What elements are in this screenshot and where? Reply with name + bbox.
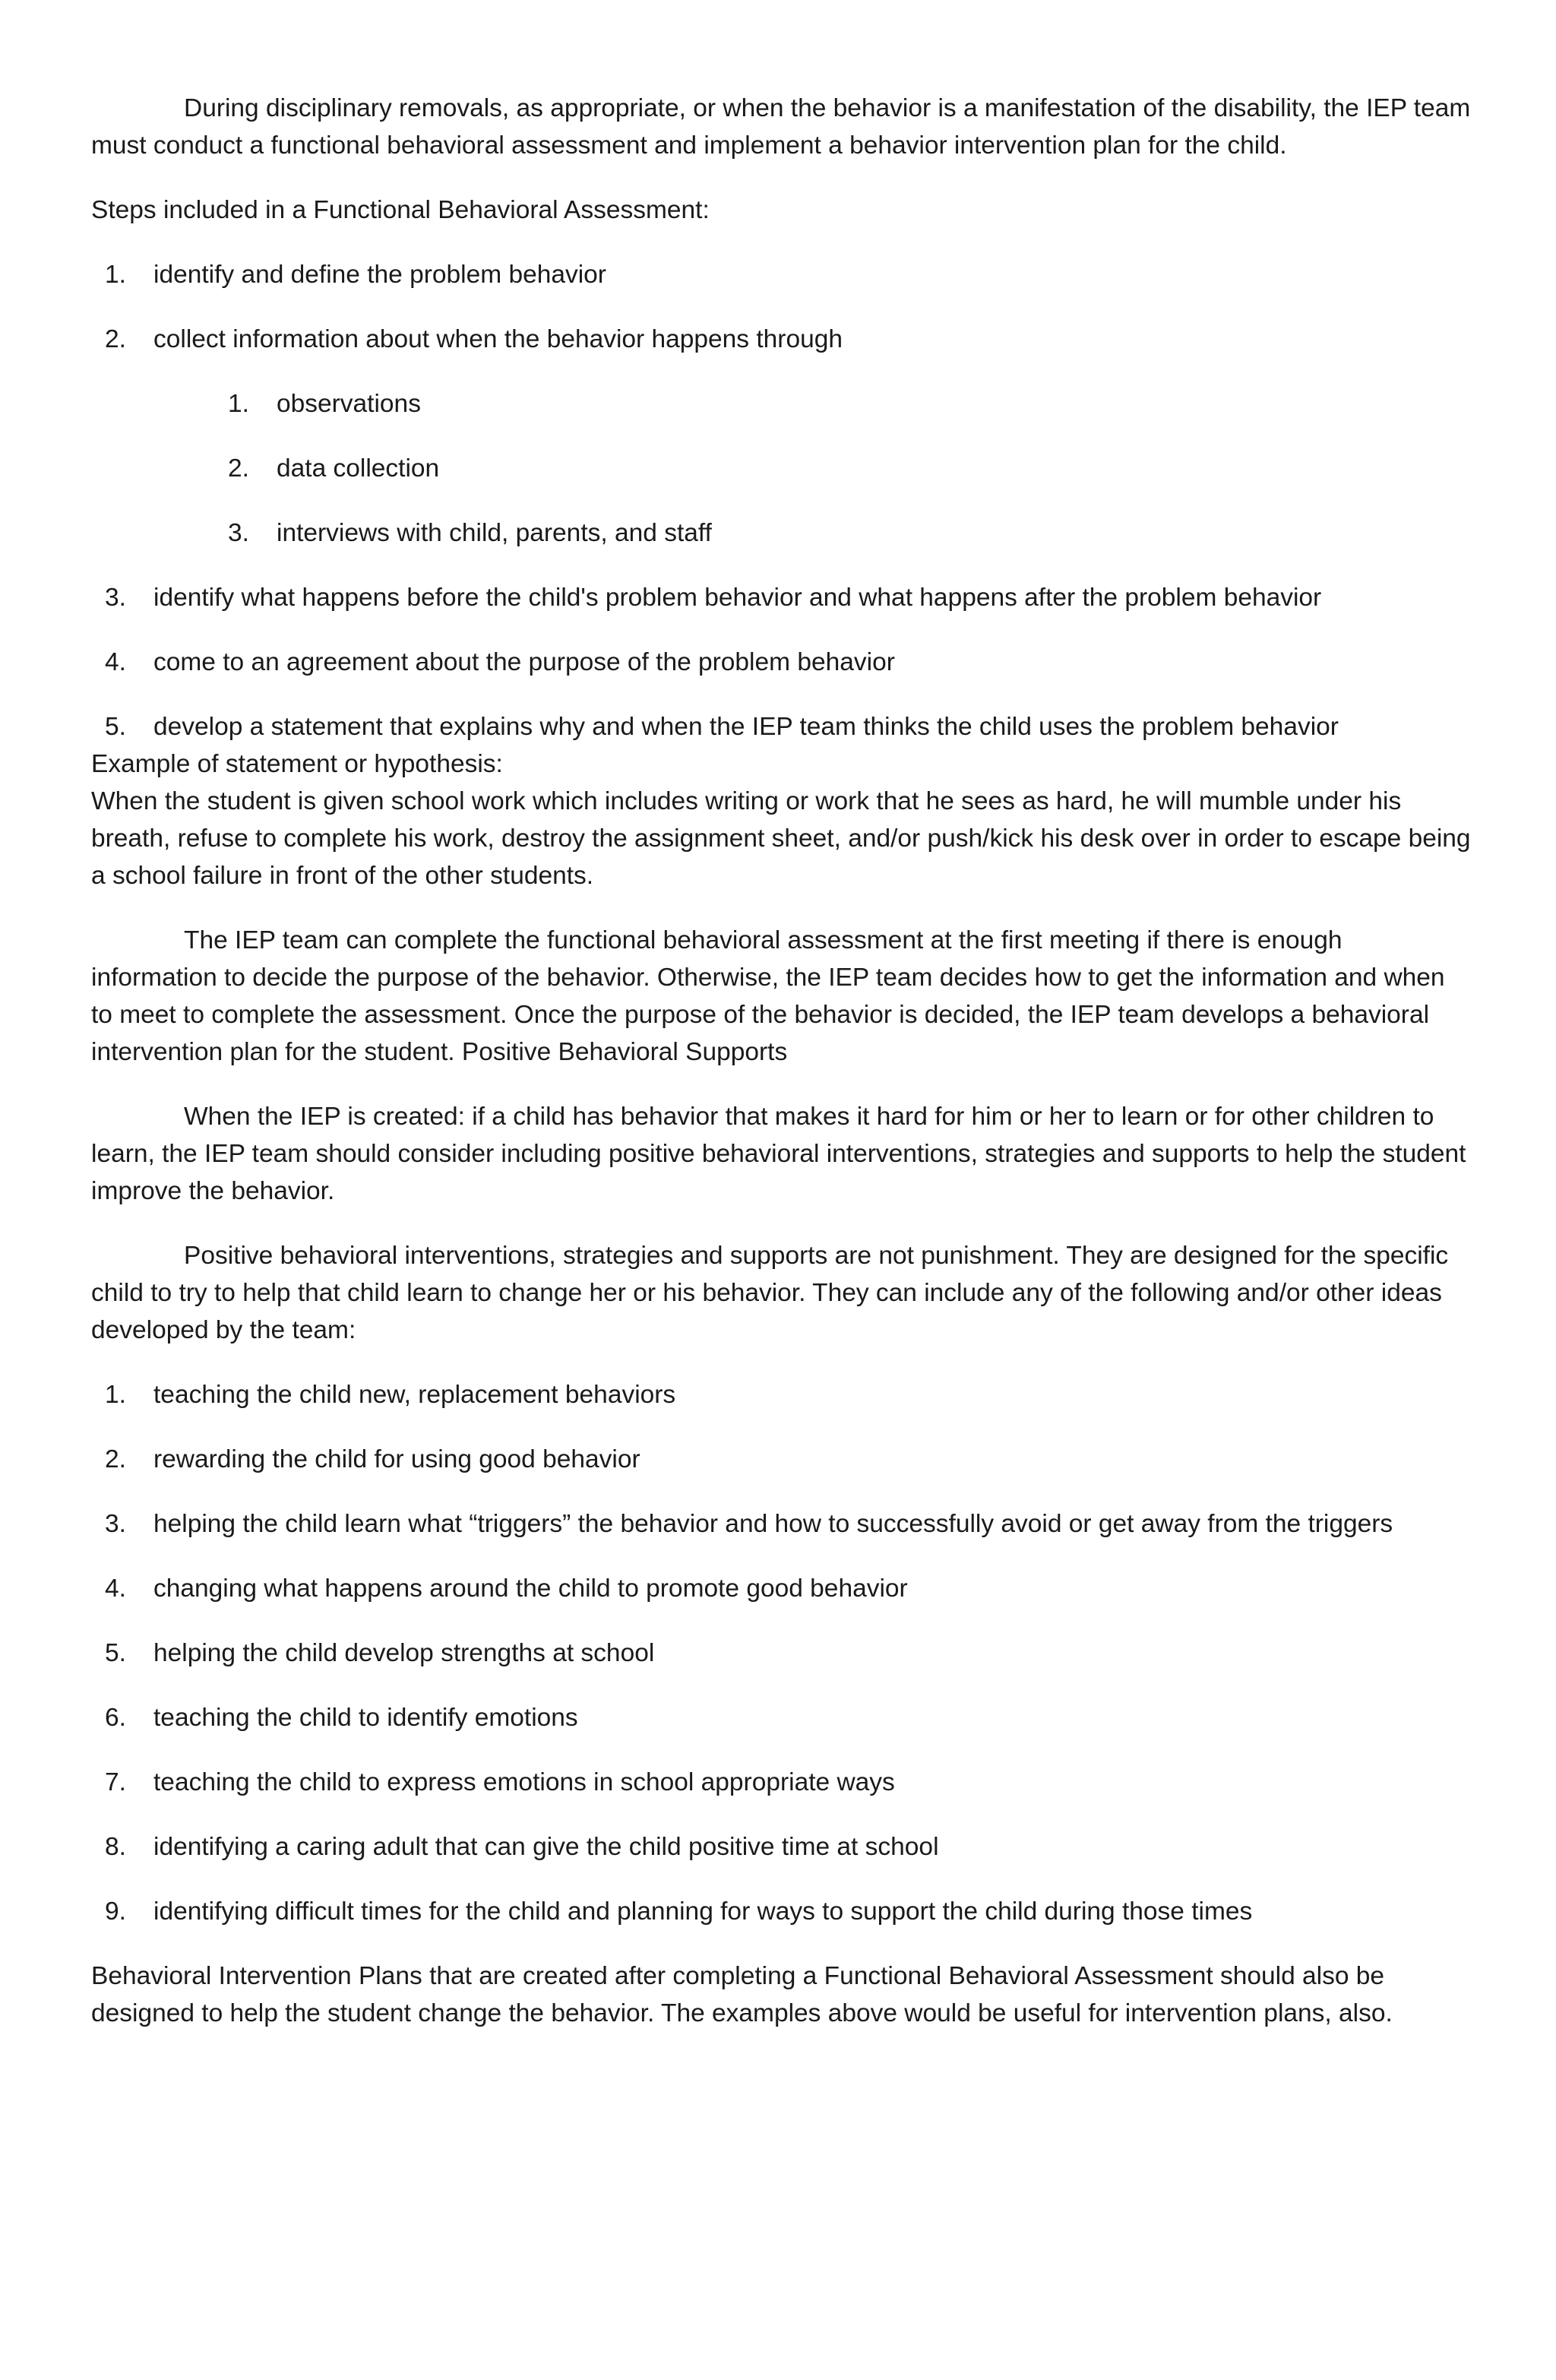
list-item: [91, 644, 1471, 681]
list-item-text: teaching the child to express emotions in school appropriate ways: [153, 1768, 895, 1796]
list-item: [153, 514, 1471, 552]
list-number: 7.: [105, 1768, 126, 1796]
fba-heading: Steps included in a Functional Behavioral Assessment:: [91, 196, 710, 224]
closing-paragraph: Behavioral Intervention Plans that are created after completing a Functional Behavioral Assessment should also be designed to help the student change the behavior. The examples above would be useful for intervention plans, also.: [91, 1962, 1393, 2027]
document-page: [91, 90, 1471, 2032]
list-item-text: identify what happens before the child's problem behavior and what happens after the problem behavior: [153, 584, 1322, 612]
list-item-text: identify and define the problem behavior: [153, 261, 606, 289]
list-item: [91, 1893, 1471, 1930]
intro-paragraph: During disciplinary removals, as appropriate, or when the behavior is a manifestation of the disability, the IEP team must conduct a functional behavioral assessment and implement a behavior intervention plan for the child.: [91, 94, 1471, 160]
list-item: [91, 1699, 1471, 1736]
list-item-text: identifying a caring adult that can give the child positive time at school: [153, 1833, 939, 1861]
list-number: 3.: [228, 519, 249, 547]
list-item: [91, 579, 1471, 616]
example-text: When the student is given school work which includes writing or work that he sees as hard, he will mumble under his breath, refuse to complete his work, destroy the assignment sheet, and/or push/kick his desk over in order to escape being a school failure in front of the other students.: [91, 787, 1471, 890]
fba-substeps-list: [153, 385, 1471, 552]
list-number: 8.: [105, 1833, 126, 1861]
list-number: 4.: [105, 648, 126, 676]
list-item-text: helping the child learn what “triggers” the behavior and how to successfully avoid or get away from the triggers: [153, 1510, 1393, 1538]
list-item-text: helping the child develop strengths at school: [153, 1639, 655, 1667]
iep-paragraph: When the IEP is created: if a child has behavior that makes it hard for him or her to learn or for other children to learn, the IEP team should consider including positive behavioral interventions, strategies and supports to help the student improve the behavior.: [91, 1103, 1466, 1205]
list-number: 3.: [105, 584, 126, 612]
list-item: [91, 256, 1471, 293]
list-number: 2.: [228, 454, 249, 483]
team-paragraph: The IEP team can complete the functional behavioral assessment at the first meeting if there is enough information to decide the purpose of the behavior. Otherwise, the IEP team decides how to get the information and when to meet to complete the assessment. Once the purpose of the behavior is decided, the IEP team develops a behavioral intervention plan for the student. Positive Behavioral Supports: [91, 926, 1445, 1066]
example-heading: Example of statement or hypothesis:: [91, 750, 503, 778]
list-item: [91, 1828, 1471, 1866]
list-item-text: identifying difficult times for the child and planning for ways to support the child during those times: [153, 1897, 1253, 1926]
list-item-text: data collection: [277, 454, 440, 483]
list-item-text: interviews with child, parents, and staff: [277, 519, 712, 547]
list-item: [91, 1505, 1471, 1543]
fba-steps-list: [91, 256, 1471, 745]
list-number: 5.: [105, 713, 126, 741]
list-item-text: changing what happens around the child to promote good behavior: [153, 1575, 908, 1603]
list-item-text: collect information about when the behavior happens through: [153, 325, 843, 353]
list-item: [91, 1635, 1471, 1672]
list-item-text: observations: [277, 390, 421, 418]
support-items-list: [91, 1376, 1471, 1930]
list-number: 2.: [105, 325, 126, 353]
list-item-text: come to an agreement about the purpose of the problem behavior: [153, 648, 895, 676]
list-item: [91, 321, 1471, 552]
list-item: [153, 450, 1471, 487]
list-item: [91, 708, 1471, 745]
list-number: 6.: [105, 1704, 126, 1732]
list-number: 9.: [105, 1897, 126, 1926]
positive-paragraph: Positive behavioral interventions, strategies and supports are not punishment. They are designed for the specific child to try to help that child learn to change her or his behavior. They can include any of the following and/or other ideas developed by the team:: [91, 1242, 1449, 1344]
list-item: [91, 1764, 1471, 1801]
list-item-text: develop a statement that explains why and when the IEP team thinks the child uses the problem behavior: [153, 713, 1339, 741]
list-number: 5.: [105, 1639, 126, 1667]
list-number: 3.: [105, 1510, 126, 1538]
list-item-text: teaching the child to identify emotions: [153, 1704, 578, 1732]
list-item-text: rewarding the child for using good behavior: [153, 1445, 640, 1473]
list-number: 2.: [105, 1445, 126, 1473]
list-number: 4.: [105, 1575, 126, 1603]
list-item: [91, 1441, 1471, 1478]
list-number: 1.: [228, 390, 249, 418]
list-number: 1.: [105, 1381, 126, 1409]
list-item: [91, 1376, 1471, 1413]
list-item: [153, 385, 1471, 423]
list-item: [91, 1570, 1471, 1607]
list-item-text: teaching the child new, replacement behaviors: [153, 1381, 676, 1409]
list-number: 1.: [105, 261, 126, 289]
